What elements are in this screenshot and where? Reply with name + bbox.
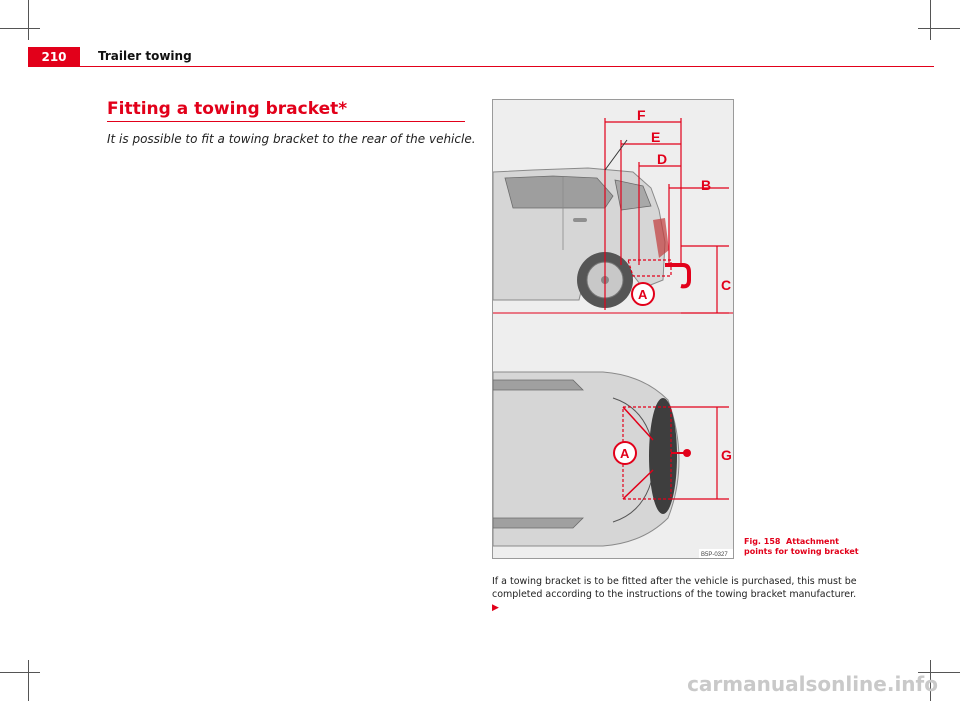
crop-mark <box>28 0 29 40</box>
label-b: B <box>701 177 712 193</box>
label-e: E <box>651 129 661 145</box>
body-paragraph-text: If a towing bracket is to be fitted after the vehicle is purchased, this must be completed according to the instructions of the towing bracket manufacturer. <box>492 576 857 600</box>
crop-mark <box>0 672 40 673</box>
continue-arrow-icon: ▶ <box>492 603 499 613</box>
intro-text: It is possible to fit a towing bracket to the rear of the vehicle. <box>107 132 476 146</box>
towing-bracket-figure <box>492 99 734 559</box>
watermark: carmanualsonline.info <box>687 672 938 696</box>
crop-mark <box>0 28 40 29</box>
car-side-view <box>493 168 734 313</box>
header-rule <box>80 66 934 67</box>
page-number: 210 <box>41 50 67 64</box>
label-g: G <box>721 447 732 463</box>
label-f: F <box>637 107 646 123</box>
figure-caption <box>744 537 859 557</box>
caption-line-1: Attachment <box>786 537 840 546</box>
label-d: D <box>657 151 668 167</box>
label-a-top: A <box>620 446 630 461</box>
caption-line-2: points for towing bracket <box>744 547 859 556</box>
label-c: C <box>721 277 732 293</box>
crop-mark <box>930 0 931 40</box>
body-paragraph <box>492 575 862 615</box>
crop-mark <box>28 660 29 701</box>
section-heading: Fitting a towing bracket* <box>107 99 348 119</box>
car-top-view <box>493 372 691 546</box>
leader-line <box>605 140 627 170</box>
figure-code: B5P-0327 <box>701 552 728 558</box>
figure-illustration <box>493 100 734 559</box>
crop-mark <box>918 28 960 29</box>
chapter-title: Trailer towing <box>98 49 192 63</box>
heading-rule <box>107 121 465 122</box>
figure-number: Fig. 158 <box>744 537 781 546</box>
label-a-side: A <box>638 287 648 302</box>
